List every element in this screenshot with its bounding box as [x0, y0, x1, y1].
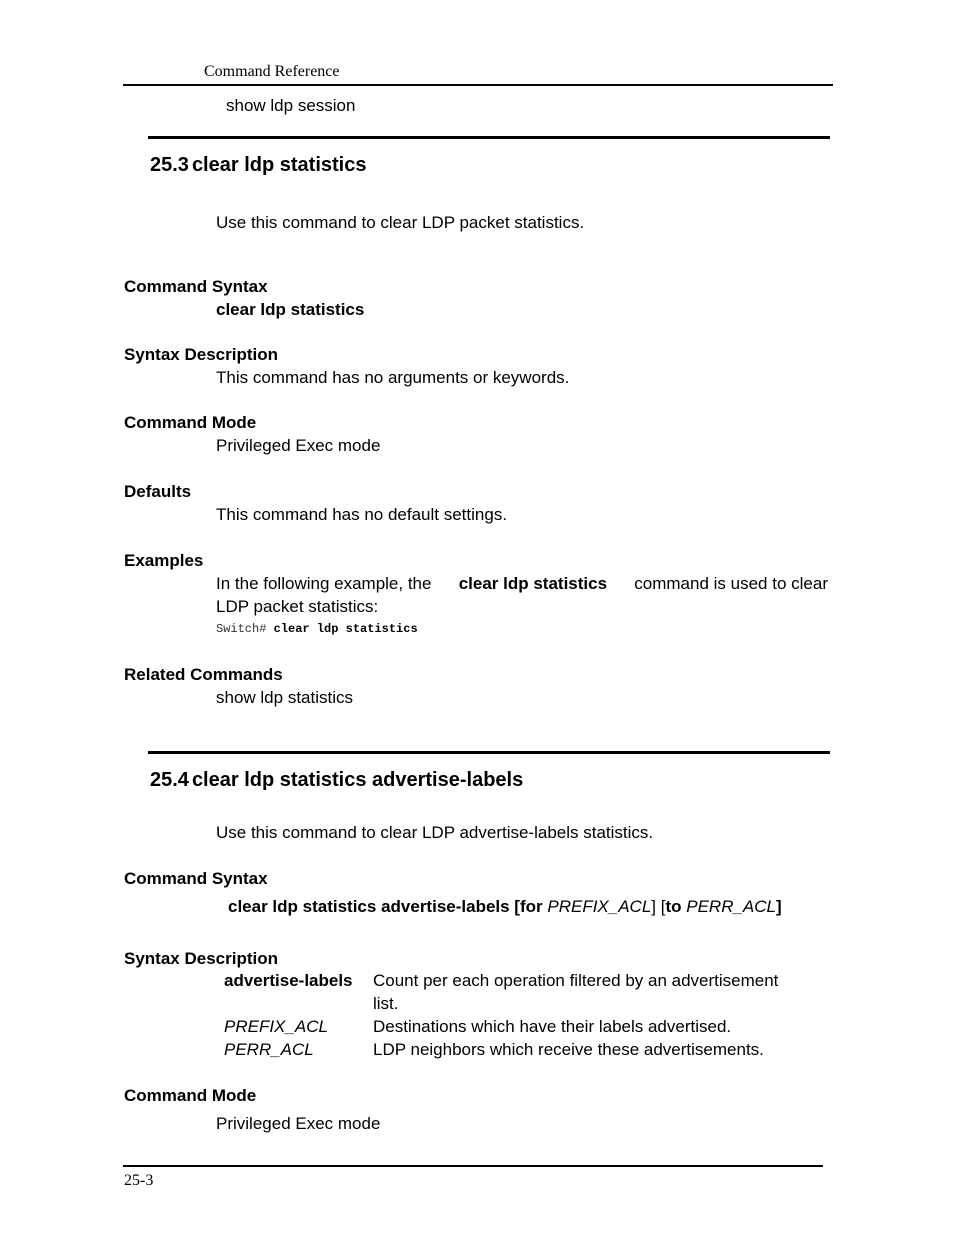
- section-name: clear ldp statistics advertise-labels: [191, 769, 524, 791]
- heading-command-syntax: Command Syntax: [124, 277, 268, 296]
- heading-command-mode: Command Mode: [124, 1086, 257, 1105]
- page-number: 25-3: [124, 1172, 154, 1189]
- command-syntax: [228, 897, 782, 917]
- defaults-text: This command has no default settings.: [216, 505, 508, 524]
- example-command: clear ldp statistics: [458, 574, 608, 593]
- param-term: advertise-labels: [224, 971, 353, 990]
- heading-defaults: Defaults: [124, 482, 192, 501]
- command-mode: Privileged Exec mode: [216, 1114, 381, 1133]
- previous-related-command: show ldp session: [226, 96, 356, 115]
- syntax-arg-perr-acl: PERR_ACL: [686, 897, 777, 916]
- heading-examples: Examples: [124, 551, 204, 570]
- param-description: LDP neighbors which receive these advertisements.: [373, 1040, 764, 1059]
- section-rule: [148, 751, 830, 754]
- param-description: Destinations which have their labels advertised.: [373, 1017, 732, 1036]
- code-command: clear ldp statistics: [273, 622, 418, 636]
- heading-command-syntax: Command Syntax: [124, 869, 268, 888]
- param-description: Count per each operation filtered by an advertisement: [373, 971, 779, 990]
- syntax-bracket: ] [: [651, 897, 666, 916]
- heading-command-mode: Command Mode: [124, 413, 257, 432]
- section-intro: Use this command to clear LDP advertise-labels statistics.: [216, 823, 654, 842]
- section-title: [150, 154, 366, 177]
- syntax-keywords: clear ldp statistics advertise-labels [for: [228, 897, 543, 916]
- code-prompt: Switch#: [216, 622, 267, 636]
- section-name: clear ldp statistics: [191, 154, 367, 176]
- running-header: Command Reference: [204, 63, 340, 80]
- syntax-arg-prefix-acl: PREFIX_ACL: [547, 897, 652, 916]
- section-intro: Use this command to clear LDP packet statistics.: [216, 213, 585, 232]
- heading-related-commands: Related Commands: [124, 665, 283, 684]
- section-rule: [148, 136, 830, 139]
- syntax-description: This command has no arguments or keywords.: [216, 368, 570, 387]
- section-number: 25.3: [150, 154, 189, 176]
- footer-rule: [123, 1165, 823, 1167]
- example-pre: In the following example, the: [216, 574, 432, 593]
- section-number: 25.4: [150, 769, 189, 791]
- section-title: [150, 769, 523, 792]
- header-rule: [123, 84, 833, 86]
- syntax-keyword-to: to: [665, 897, 682, 916]
- example-post: command is used to clear: [634, 574, 828, 593]
- heading-syntax-description: Syntax Description: [124, 345, 278, 364]
- param-description-cont: list.: [373, 994, 399, 1013]
- example-text-line1: [216, 574, 828, 594]
- param-term: PERR_ACL: [224, 1040, 314, 1059]
- heading-syntax-description: Syntax Description: [124, 949, 278, 968]
- command-syntax: clear ldp statistics: [216, 300, 365, 319]
- syntax-bracket-close: ]: [776, 897, 782, 916]
- param-term: PREFIX_ACL: [224, 1017, 328, 1036]
- related-command: show ldp statistics: [216, 688, 353, 707]
- example-code: [216, 622, 418, 636]
- example-text-line2: LDP packet statistics:: [216, 597, 379, 616]
- command-mode: Privileged Exec mode: [216, 436, 381, 455]
